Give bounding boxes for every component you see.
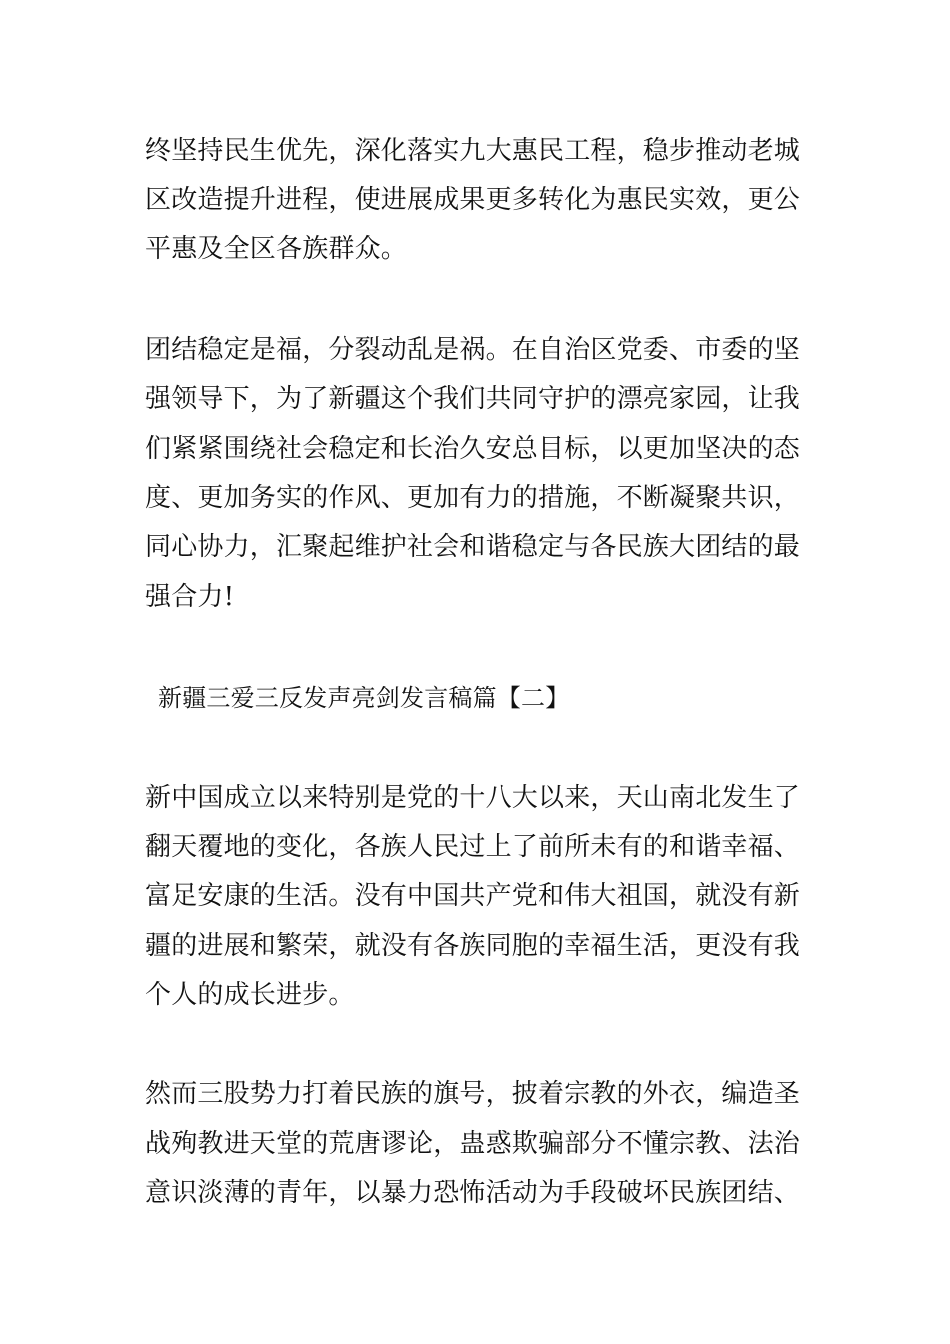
paragraph-line: 个人的成长进步。 xyxy=(145,980,355,1010)
paragraph-line: 度、更加务实的作风、更加有力的措施，不断凝聚共识， xyxy=(145,483,801,513)
paragraph-line: 强领导下，为了新疆这个我们共同守护的漂亮家园，让我 xyxy=(145,384,801,414)
paragraph-line: 富足安康的生活。没有中国共产党和伟大祖国，就没有新 xyxy=(145,881,801,911)
paragraph-line: 疆的进展和繁荣，就没有各族同胞的幸福生活，更没有我 xyxy=(145,931,801,961)
paragraph-line: 平惠及全区各族群众。 xyxy=(145,234,408,264)
paragraph-line: 同心协力，汇聚起维护社会和谐稳定与各民族大团结的最 xyxy=(145,532,801,562)
paragraph-line: 意识淡薄的青年，以暴力恐怖活动为手段破坏民族团结、 xyxy=(145,1178,801,1208)
section-heading: 新疆三爱三反发声亮剑发言稿篇【二】 xyxy=(158,684,570,712)
paragraph-line: 然而三股势力打着民族的旗号，披着宗教的外衣，编造圣 xyxy=(145,1079,801,1109)
paragraph-line: 区改造提升进程，使进展成果更多转化为惠民实效，更公 xyxy=(145,185,801,215)
paragraph-line: 团结稳定是福，分裂动乱是祸。在自治区党委、市委的坚 xyxy=(145,335,801,365)
paragraph-line: 强合力! xyxy=(145,582,235,612)
paragraph-line: 翻天覆地的变化，各族人民过上了前所未有的和谐幸福、 xyxy=(145,832,801,862)
paragraph-line: 战殉教进天堂的荒唐谬论，蛊惑欺骗部分不懂宗教、法治 xyxy=(145,1129,801,1159)
paragraph-line: 们紧紧围绕社会稳定和长治久安总目标，以更加坚决的态 xyxy=(145,434,801,464)
paragraph-line: 新中国成立以来特别是党的十八大以来，天山南北发生了 xyxy=(145,783,801,813)
paragraph-line: 终坚持民生优先，深化落实九大惠民工程，稳步推动老城 xyxy=(145,136,801,166)
